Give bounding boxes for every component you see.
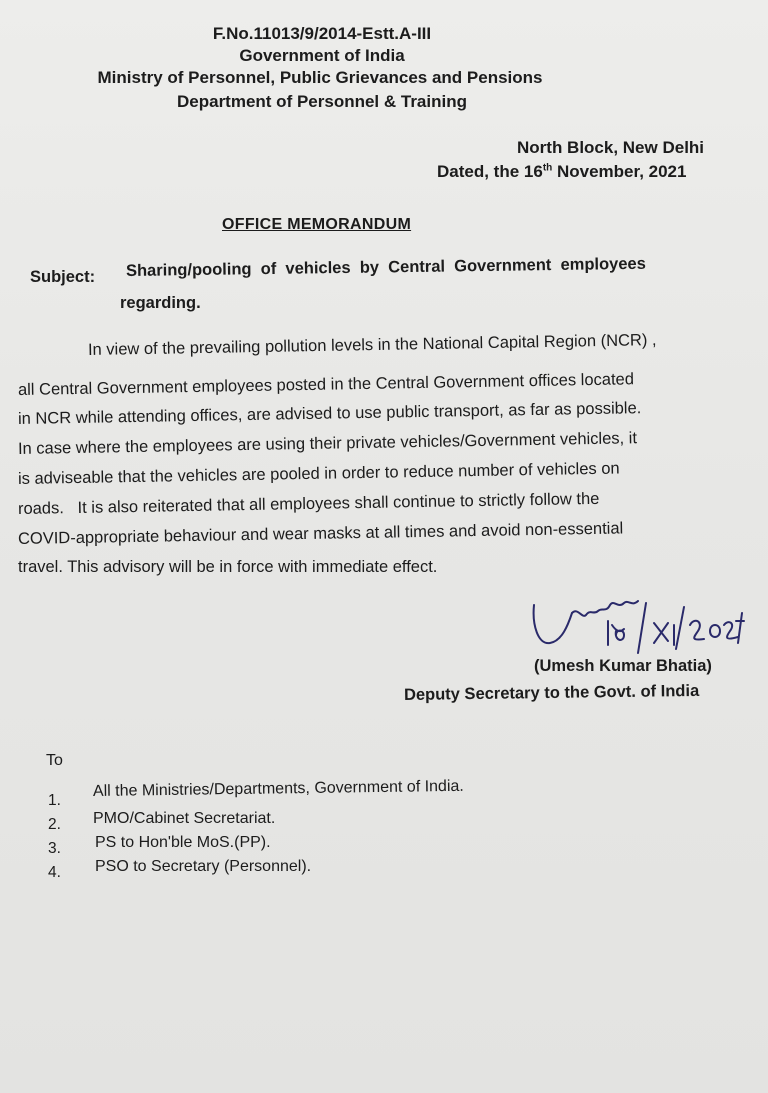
to-label: To (46, 752, 63, 769)
document-title: OFFICE MEMORANDUM (222, 216, 412, 233)
recipient-text: PMO/Cabinet Secretariat. (93, 810, 276, 827)
recipient-number: 3. (48, 840, 61, 857)
date-superscript: th (542, 162, 553, 174)
recipient-number: 1. (48, 792, 61, 809)
place-line: North Block, New Delhi (517, 138, 705, 157)
file-number: F.No.11013/9/2014-Estt.A-III (212, 24, 432, 43)
body-line: In case where the employees are using their private vehicles/Government vehicles, it (17, 429, 638, 458)
date-line (437, 162, 686, 182)
date-suffix: November, 2021 (552, 162, 687, 181)
body-line: all Central Government employees posted in the Central Government offices located (17, 370, 635, 399)
body-line: in NCR while attending offices, are advised to use public transport, as far as possible. (17, 399, 642, 428)
subject-label: Subject: (30, 268, 96, 286)
ministry-line: Ministry of Personnel, Public Grievances and Pensions (97, 68, 543, 87)
recipient-text: PS to Hon'ble MoS.(PP). (95, 834, 271, 851)
signatory-name: (Umesh Kumar Bhatia) (534, 657, 712, 675)
recipient-number: 4. (48, 864, 61, 881)
recipient-number: 2. (48, 816, 61, 833)
body-line: In view of the prevailing pollution levels in the National Capital Region (NCR) , (87, 331, 657, 359)
handwritten-signature (528, 585, 748, 665)
department-line: Department of Personnel & Training (177, 92, 467, 111)
subject-line-1: Sharing/pooling of vehicles by Central Government employees (125, 254, 646, 280)
body-line: COVID-appropriate behaviour and wear masks at all times and avoid non-essential (17, 519, 624, 548)
government-line: Government of India (239, 46, 405, 65)
body-line: travel. This advisory will be in force with immediate effect. (18, 558, 438, 576)
body-line: roads. It is also reiterated that all employees shall continue to strictly follow the (17, 489, 600, 518)
date-prefix: Dated, the 16 (437, 162, 543, 181)
recipient-text: All the Ministries/Departments, Government of India. (92, 777, 464, 800)
body-line: is adviseable that the vehicles are pooled in order to reduce number of vehicles on (17, 459, 620, 488)
subject-line-2: regarding. (120, 294, 201, 312)
signatory-designation: Deputy Secretary to the Govt. of India (403, 681, 700, 704)
recipient-text: PSO to Secretary (Personnel). (95, 858, 312, 875)
